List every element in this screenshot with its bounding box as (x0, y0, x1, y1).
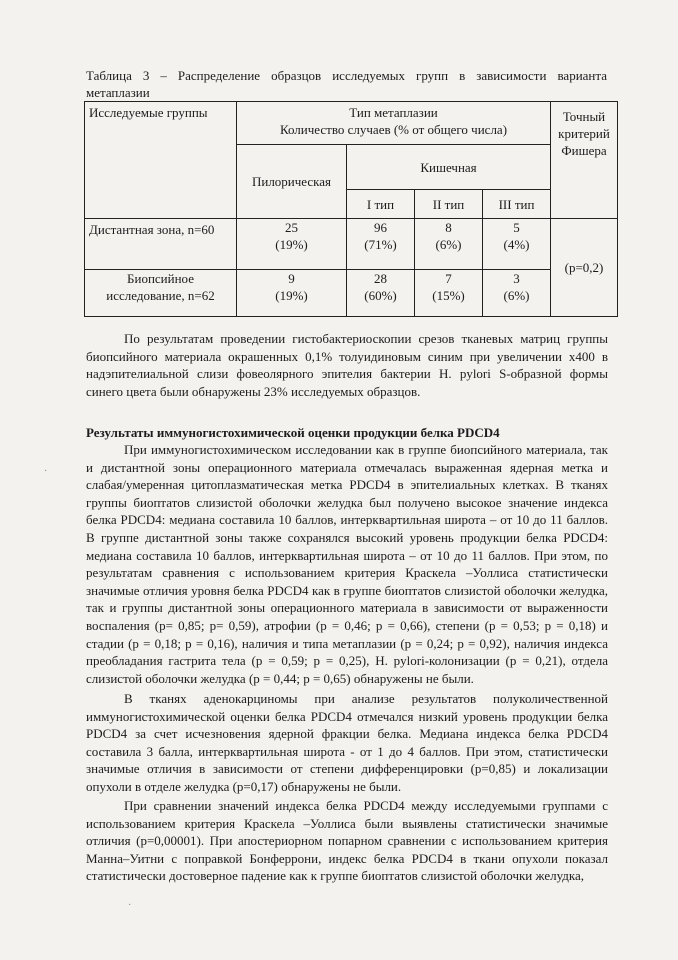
row-label-biopsy (85, 270, 237, 317)
metaplasia-table (84, 101, 618, 317)
paragraph-ihc-results (86, 441, 608, 687)
paragraph-text: По результатам проведении гистобактериоскопии срезов тканевых матриц группы биопсийного материала окрашенных 0,1% толуидиновым синим при увеличении x400 в надэпителиальной слизи фовеолярного эпителия бактерии H. pylori S-образной формы синего цвета были обнаружены 23% исследуемых образцов. (86, 331, 608, 399)
cell-type-1 (347, 219, 415, 270)
cell-value: 28 (374, 271, 387, 286)
caption-line-1: Таблица 3 – Распределение образцов исследуемых групп в зависимости варианта (86, 68, 607, 83)
cell-type-1 (347, 270, 415, 317)
section-heading: Результаты иммуногистохимической оценки продукции белка PDCD4 (86, 425, 500, 440)
cell-value: 7 (445, 271, 452, 286)
cell-value: 5 (513, 220, 520, 235)
cell-percent: (4%) (503, 237, 530, 252)
header-fisher-line-1: Точный (562, 109, 606, 124)
cell-pyloric (237, 219, 347, 270)
header-type-line-2: Количество случаев (% от общего числа) (279, 122, 508, 137)
scan-speck: · (128, 900, 132, 911)
cell-pyloric (237, 270, 347, 317)
cell-value: 8 (445, 220, 452, 235)
table-row (85, 270, 618, 317)
paragraph-adenocarcinoma (86, 690, 608, 796)
cell-value: 25 (285, 220, 298, 235)
cell-percent: (19%) (275, 288, 308, 303)
header-type-1: I тип (347, 190, 415, 219)
cell-value: 9 (288, 271, 295, 286)
paragraph-text: В тканях аденокарциномы при анализе результатов полуколичественной иммуногистохимической оценки белка PDCD4 отмечался низкий уровень продукции белка PDCD4 за счет исчезновения ядерной фракции белка. Медиана индекса белка PDCD4 составила 3 балла, интерквартильная широта - от 1 до 4 баллов. При этом, статистически значимые отличия в зависимости от степени дифференцировки (p=0,85) и локализации опухоли в отделе желудка (p=0,17) обнаружены не были. (86, 691, 608, 794)
cell-type-2 (415, 219, 483, 270)
cell-percent: (60%) (364, 288, 397, 303)
cell-value: 96 (374, 220, 387, 235)
header-pyloric: Пилорическая (237, 145, 347, 219)
cell-percent: (6%) (435, 237, 462, 252)
row-label-line-1: Биопсийное (127, 271, 194, 286)
header-metaplasia-type (237, 102, 551, 145)
fisher-value: (p=0,2) (551, 219, 618, 317)
cell-percent: (19%) (275, 237, 308, 252)
paragraph-histobacterioscopy (86, 330, 608, 400)
header-intestinal: Кишечная (347, 145, 551, 190)
cell-type-2 (415, 270, 483, 317)
row-label-distant: Дистантная зона, n=60 (85, 219, 237, 270)
table-row (85, 219, 618, 270)
header-type-3: III тип (483, 190, 551, 219)
header-type-line-1: Тип метаплазии (349, 105, 438, 120)
cell-value: 3 (513, 271, 520, 286)
header-fisher (551, 102, 618, 219)
paragraph-comparison (86, 797, 608, 885)
header-type-2: II тип (415, 190, 483, 219)
paragraph-text: При сравнении значений индекса белка PDCD4 между исследуемыми группами с использованием критерия Краскела –Уоллиса были выявлены статистически значимые отличия (p=0,00001). При апостериорном попарном сравнении с использованием критерия Манна–Уитни с поправкой Бонферрони, индекс белка PDCD4 в ткани опухоли показал статистически достоверное падение как к группе биоптатов слизистой оболочки желудка, (86, 798, 608, 884)
header-groups: Исследуемые группы (85, 102, 237, 219)
cell-type-3 (483, 219, 551, 270)
cell-percent: (15%) (432, 288, 465, 303)
cell-type-3 (483, 270, 551, 317)
row-label-line-2: исследование, n=62 (106, 288, 215, 303)
cell-percent: (71%) (364, 237, 397, 252)
header-fisher-line-2: критерий (558, 126, 610, 141)
cell-percent: (6%) (503, 288, 530, 303)
paragraph-text: При иммуногистохимическом исследовании как в группе биопсийного материала, так и дистантной зоны операционного материала отмечалась выраженная ядерная метка и слабая/умеренная цитоплазматическая метка PDCD4 в эпителиальных клетках. В тканях группы биоптатов слизистой оболочки желудка был получено высокое значение индекса белка PDCD4: медиана составила 10 баллов, интерквартильная широта – от 10 до 11 баллов. В группе дистантной зоны также сохранялся высокий уровень продукции белка PDCD4: медиана составила 10 баллов, интерквартильная широта – от 10 до 11 баллов. При этом, по результатам сравнения с использованием критерия Краскела –Уоллиса статистически значимые отличия уровня белка PDCD4 как в группе биоптатов слизистой оболочки желудка, так и группы дистантной зоны операционного материала в зависимости от выраженности воспаления (р= 0,85; р= 0,59), атрофии (p = 0,46; p = 0,66), степени (p = 0,53; p = 0,18) и стадии (p = 0,18; p = 0,16), наличия и типа метаплазии (p = 0,24; p = 0,92), наличия индекса преобладания гастрита тела (p = 0,59; p = 0,25), H. pylori-колонизации (p = 0,21), отдела слизистой оболочки желудка (p = 0,44; p = 0,65) обнаружены не были. (86, 442, 608, 686)
table-caption (86, 67, 607, 101)
header-fisher-line-3: Фишера (561, 143, 607, 158)
scan-speck: · (44, 466, 48, 477)
caption-line-2: метаплазии (86, 85, 150, 100)
